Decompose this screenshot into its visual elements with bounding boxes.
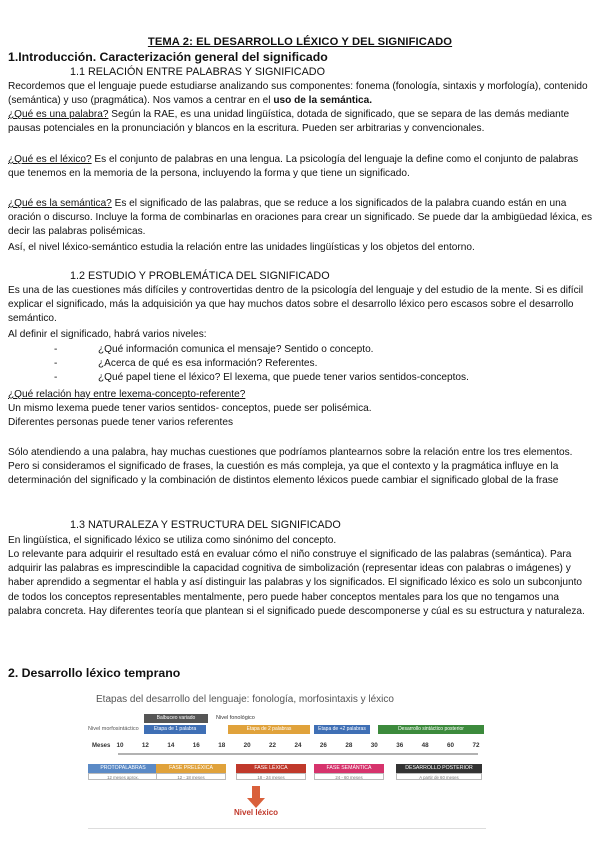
- paragraph-referents: Diferentes personas puede tener varios referentes: [8, 417, 233, 428]
- phonological-level-label: Nivel fonológico: [216, 715, 255, 721]
- stage-two-words: Etapa de 2 palabras: [228, 725, 310, 734]
- month-tick: 28: [345, 742, 353, 749]
- list-item: - ¿Acerca de qué es esa información? Referentes.: [54, 357, 469, 371]
- morphosyntactic-level-label: Nivel morfosintáctico: [88, 726, 139, 732]
- list-item: - ¿Qué papel tiene el léxico? El lexema, que puede tener varios sentidos-conceptos.: [54, 371, 469, 385]
- month-tick: 14: [167, 742, 175, 749]
- month-tick: 26: [319, 742, 327, 749]
- question-lexeme-relation: [8, 388, 594, 402]
- question-semantics: ¿Qué es la semántica?: [8, 198, 112, 209]
- month-tick: 36: [396, 742, 404, 749]
- subsection-1-1-heading: 1.1 RELACIÓN ENTRE PALABRAS Y SIGNIFICADO: [70, 66, 326, 78]
- figure-title: Etapas del desarrollo del lenguaje: fonología, morfosintaxis y léxico: [96, 694, 394, 705]
- month-tick: 18: [218, 742, 226, 749]
- paragraph-levels-intro: Al definir el significado, habrá varios niveles:: [8, 329, 207, 340]
- month-tick: 48: [421, 742, 429, 749]
- paragraph-nature: Lo relevante para adquirir el resultado está en evaluar cómo el niño construye el significado de las palabras (semántica). Para adquirir las palabras es imprescindible la capacidad cognitiva de simbolización (representar ideas con palabras o imágenes) y haber aprendido a segmentar el habla y así distinguir las palabras y los significados. El significado léxico es solo un subconjunto de todos los conceptos representables mentalmente, pero puede haber conceptos mentales para los que no tengamos una palabra concreta. Hay diferentes teoría que plantean si el significado puede descomponerse y cúal es su estructura y naturaleza.: [8, 549, 585, 617]
- stage-later-syntax: Desarrollo sintáctico posterior: [378, 725, 484, 734]
- paragraph-lexeme-polysemy: Un mismo lexema puede tener varios sentidos- conceptos, puede ser polisémica.: [8, 403, 372, 414]
- month-tick: 30: [370, 742, 378, 749]
- list-item: - ¿Qué información comunica el mensaje? Sentido o concepto.: [54, 343, 469, 357]
- phase-range: 12 meses aprox.: [88, 773, 158, 780]
- paragraph-lexical-meaning: En lingüística, el significado léxico se utiliza como sinónimo del concepto.: [8, 535, 337, 546]
- phase-range: 24 - 60 meses: [314, 773, 384, 780]
- phase-name: FASE PRELÉXICA: [156, 764, 226, 773]
- month-tick: 60: [447, 742, 455, 749]
- levels-list: [54, 343, 469, 385]
- month-tick: 10: [116, 742, 124, 749]
- phase-box: [396, 764, 482, 781]
- question-word: ¿Qué es una palabra?: [8, 109, 109, 120]
- paragraph-intro: [8, 80, 594, 108]
- month-tick: 22: [269, 742, 277, 749]
- month-tick: 72: [472, 742, 480, 749]
- paragraph-semantics: [8, 197, 594, 240]
- phase-name: FASE SEMÁNTICA: [314, 764, 384, 773]
- phase-box: [314, 764, 384, 781]
- month-tick: 12: [141, 742, 149, 749]
- stage-more-words: Etapa de +2 palabras: [314, 725, 370, 734]
- question-lexicon: ¿Qué es el léxico?: [8, 154, 92, 165]
- months-label: Meses: [92, 743, 111, 749]
- babbling-tag: Balbuceo variado: [144, 714, 208, 723]
- stage-one-word: Etapa de 1 palabra: [144, 725, 206, 734]
- document-title: TEMA 2: EL DESARROLLO LÉXICO Y DEL SIGNIFICADO: [147, 36, 453, 48]
- lexical-level-label: Nivel léxico: [234, 808, 279, 817]
- phase-box: [88, 764, 158, 781]
- month-tick: 24: [294, 742, 302, 749]
- phase-box: [156, 764, 226, 781]
- subsection-1-3-heading: 1.3 NATURALEZA Y ESTRUCTURA DEL SIGNIFICADO: [70, 519, 341, 531]
- month-tick: 20: [243, 742, 251, 749]
- subsection-1-2-heading: 1.2 ESTUDIO Y PROBLEMÁTICA DEL SIGNIFICADO: [70, 270, 330, 282]
- figure-baseline: [88, 828, 486, 829]
- question-lexeme-text: ¿Qué relación hay entre lexema-concepto-referente?: [8, 389, 246, 400]
- paragraph-intro-bold: uso de la semántica.: [273, 95, 373, 107]
- paragraph-lexico-semantic: Así, el nivel léxico-semántico estudia la relación entre las unidades lingüísticas y los objetos del entorno.: [8, 242, 475, 253]
- paragraph-word: [8, 108, 594, 136]
- answer-word: Según la RAE, es una unidad lingüística, dotada de significado, que se separa de las demás mediante pausas potenciales en la pronunciación y blancos en la escritura. Pueden ser arbitrarias y convencionales.: [8, 109, 570, 135]
- language-development-figure: [88, 688, 486, 828]
- down-arrow-icon: [246, 786, 266, 808]
- paragraph-context: Sólo atendiendo a una palabra, hay muchas cuestiones que podríamos plantearnos sobre la relación entre los tres elementos. Pero si consideramos el significado de frases, la cuestión es más compleja, ya que el contexto y la pragmática influye en la determinación del significado y la combinación de distintos elemento léxicos puede cambiar el significado global de la frase: [8, 447, 573, 487]
- phase-name: DESARROLLO POSTERIOR: [396, 764, 482, 773]
- phase-name: PROTOPALABRAS: [88, 764, 158, 773]
- phase-name: FASE LÉXICA: [236, 764, 306, 773]
- phase-range: 18 - 24 meses: [236, 773, 306, 780]
- months-timeline: [88, 750, 486, 758]
- answer-semantics: Es el significado de las palabras, que se reduce a los significados de la palabra cuando están en una oración o discurso. Incluye la forma de combinarlas en oraciones para crear un significado. Se puede dar la ambigüedad léxica, es decir las palabras polisémicas.: [8, 198, 593, 238]
- phase-box: [236, 764, 306, 781]
- paragraph-lexicon: [8, 153, 594, 181]
- section-1-heading: 1.Introducción. Caracterización general del significado: [8, 50, 328, 64]
- phase-range: 12 - 18 meses: [156, 773, 226, 780]
- answer-lexicon: Es el conjunto de palabras en una lengua. La psicología del lenguaje la define como el conjunto de palabras que tenemos en la memoria de la persona, incluyendo la forma y que tiene un significado.: [8, 154, 579, 180]
- paragraph-intro-text: Recordemos que el lenguaje puede estudiarse analizando sus componentes: fonema (fonología, sintaxis y morfología), contenido (semántica) y uso (pragmática). Nos vamos a centrar en el: [8, 81, 588, 107]
- month-tick: 16: [192, 742, 200, 749]
- section-2-heading: 2. Desarrollo léxico temprano: [8, 666, 181, 680]
- paragraph-study: Es una de las cuestiones más difíciles y controvertidas dentro de la psicología del lenguaje y del estudio de la mente. Si es difícil explicar el significado, más la adquisición ya que hay muchos datos sobre el desarrollo léxico pero escasos sobre el desarrollo semántico.: [8, 285, 584, 325]
- phase-range: A partir de 60 meses: [396, 773, 482, 780]
